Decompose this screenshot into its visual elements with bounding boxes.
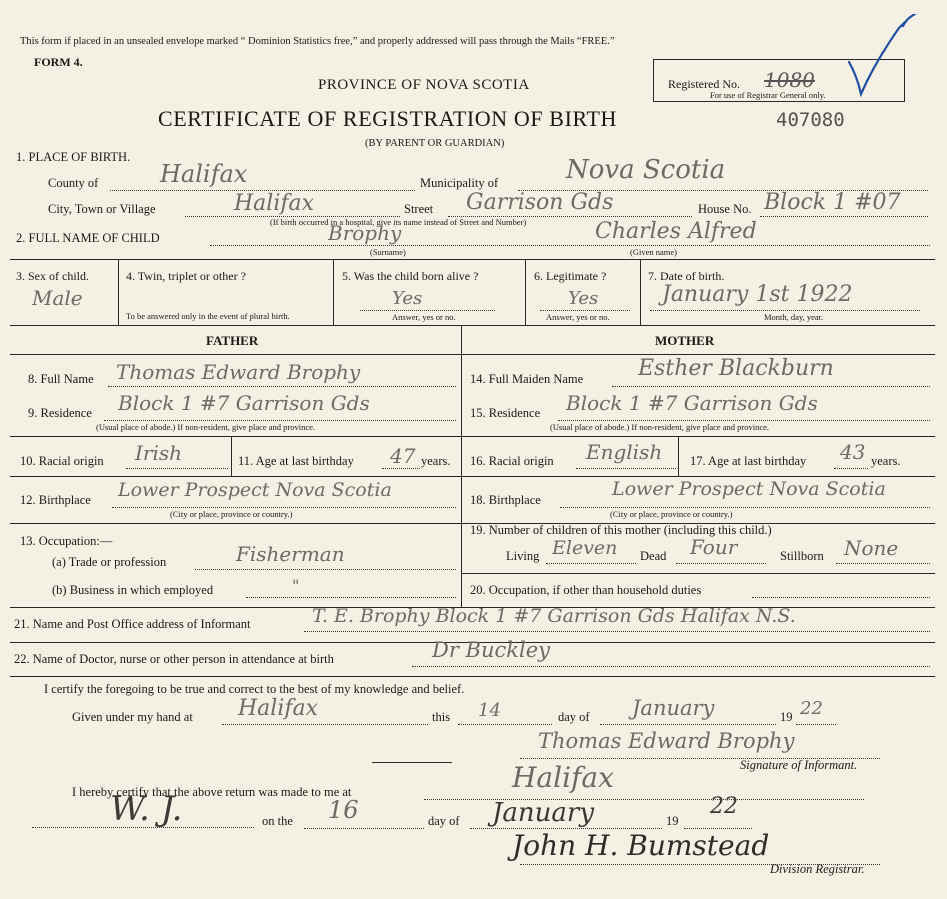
father-birthplace-label: 12. Birthplace bbox=[20, 493, 91, 507]
doctor-label: 22. Name of Doctor, nurse or other person in attendance at birth bbox=[14, 652, 334, 666]
born-alive-label: 5. Was the child born alive ? bbox=[342, 269, 479, 283]
living-line bbox=[546, 563, 636, 564]
informant-value: T. E. Brophy Block 1 #7 Garrison Gds Halifax N.S. bbox=[312, 605, 796, 627]
father-rule bbox=[10, 523, 461, 524]
registered-number-label: Registered No. bbox=[668, 77, 740, 91]
certify-this-label: this bbox=[432, 710, 451, 724]
mother-residence-label: 15. Residence bbox=[470, 406, 541, 420]
date-of-birth-label: 7. Date of birth. bbox=[648, 269, 725, 283]
father-residence-note: (Usual place of abode.) If non-resident, give place and province. bbox=[96, 422, 316, 432]
row3-divider bbox=[640, 259, 641, 325]
stillborn-line bbox=[836, 563, 930, 564]
county-label: County of bbox=[48, 176, 99, 190]
doctor-value: Dr Buckley bbox=[432, 638, 551, 662]
mother-racial-value: English bbox=[586, 440, 663, 464]
mother-years: years. bbox=[871, 454, 901, 468]
child-name-line bbox=[210, 245, 930, 246]
certify-year-prefix: 19 bbox=[780, 710, 793, 724]
mother-residence-line bbox=[558, 420, 930, 421]
mother-birthplace-note: (City or place, province or country.) bbox=[610, 509, 733, 519]
certify-month-value: January bbox=[632, 696, 715, 720]
father-residence-line bbox=[104, 420, 456, 421]
mother-occupation-line bbox=[752, 597, 930, 598]
dead-value: Four bbox=[690, 535, 738, 559]
sex-value: Male bbox=[32, 286, 83, 310]
separator-rule bbox=[372, 762, 452, 763]
born-alive-value: Yes bbox=[392, 288, 423, 309]
street-label: Street bbox=[404, 202, 434, 216]
father-birthplace-line bbox=[112, 507, 456, 508]
twin-note: To be answered only in the event of plural birth. bbox=[126, 311, 290, 321]
certify-year-line bbox=[796, 724, 836, 725]
informant-line bbox=[304, 631, 930, 632]
dead-label: Dead bbox=[640, 549, 667, 563]
row3-divider bbox=[525, 259, 526, 325]
certify-year-value: 22 bbox=[800, 698, 823, 719]
registrar-place-line bbox=[424, 799, 864, 800]
doctor-line bbox=[412, 666, 930, 667]
mother-birthplace-line bbox=[560, 507, 930, 508]
children-count-label: 19. Number of children of this mother (including this child.) bbox=[470, 523, 772, 537]
given-name-caption: (Given name) bbox=[630, 247, 677, 257]
hospital-note: (If birth occurred in a hospital, give its name instead of Street and Number) bbox=[270, 217, 527, 227]
dead-line bbox=[676, 563, 766, 564]
mother-racial-line bbox=[576, 468, 676, 469]
doctor-rule bbox=[10, 676, 935, 677]
registrar-year-value: 22 bbox=[710, 794, 738, 819]
mother-residence-value: Block 1 #7 Garrison Gds bbox=[566, 391, 818, 415]
stillborn-value: None bbox=[844, 536, 899, 560]
father-years: years. bbox=[421, 454, 451, 468]
mother-name-label: 14. Full Maiden Name bbox=[470, 372, 584, 386]
parents-header-rule bbox=[10, 354, 935, 355]
child-given-name: Charles Alfred bbox=[595, 219, 757, 244]
registrar-initials: W. J. bbox=[110, 789, 183, 829]
certificate-number: 407080 bbox=[776, 109, 845, 131]
living-value: Eleven bbox=[552, 537, 618, 559]
born-alive-note: Answer, yes or no. bbox=[392, 312, 456, 322]
row3-bottom-rule bbox=[10, 325, 935, 326]
father-racial-label: 10. Racial origin bbox=[20, 454, 104, 468]
province-heading: PROVINCE OF NOVA SCOTIA bbox=[318, 77, 530, 93]
father-age-value: 47 bbox=[390, 444, 416, 468]
father-racial-value: Irish bbox=[135, 441, 183, 465]
registrar-signature: John H. Bumstead bbox=[512, 829, 770, 862]
row3-divider bbox=[118, 259, 119, 325]
mother-age-divider bbox=[678, 436, 679, 476]
father-racial-line bbox=[126, 468, 228, 469]
place-of-birth-heading: 1. PLACE OF BIRTH. bbox=[16, 150, 131, 164]
mother-rule bbox=[461, 573, 935, 574]
mother-name-value: Esther Blackburn bbox=[638, 356, 834, 381]
certify-day-of-label: day of bbox=[558, 710, 590, 724]
date-of-birth-note: Month, day, year. bbox=[764, 312, 824, 322]
father-residence-label: 9. Residence bbox=[28, 406, 92, 420]
mother-age-value: 43 bbox=[840, 440, 866, 464]
registrar-general-note: For use of Registrar General only. bbox=[710, 90, 826, 100]
father-name-line bbox=[108, 386, 456, 387]
mother-birthplace-label: 18. Birthplace bbox=[470, 493, 541, 507]
father-age-divider bbox=[231, 436, 232, 476]
municipality-label: Municipality of bbox=[420, 176, 499, 190]
stillborn-label: Stillborn bbox=[780, 549, 824, 563]
father-rule bbox=[10, 436, 461, 437]
child-surname: Brophy bbox=[328, 221, 402, 245]
mother-residence-note: (Usual place of abode.) If non-resident, give place and province. bbox=[550, 422, 770, 432]
street-value: Garrison Gds bbox=[466, 190, 614, 215]
date-of-birth-value: January 1st 1922 bbox=[662, 282, 853, 307]
municipality-value: Nova Scotia bbox=[566, 155, 726, 185]
trade-value: Fisherman bbox=[236, 542, 345, 566]
registrar-caption: Division Registrar. bbox=[770, 862, 865, 876]
mother-age-line bbox=[834, 468, 868, 469]
informant-signature: Thomas Edward Brophy bbox=[538, 729, 795, 753]
business-label: (b) Business in which employed bbox=[52, 583, 214, 597]
trade-line bbox=[195, 569, 456, 570]
father-birthplace-value: Lower Prospect Nova Scotia bbox=[118, 479, 392, 501]
registrar-place-value: Halifax bbox=[512, 761, 614, 794]
row3-top-rule bbox=[10, 259, 935, 260]
father-birthplace-note: (City or place, province or country.) bbox=[170, 509, 293, 519]
father-age-line bbox=[382, 468, 420, 469]
date-of-birth-line bbox=[650, 310, 920, 311]
mother-racial-label: 16. Racial origin bbox=[470, 454, 554, 468]
legitimate-note: Answer, yes or no. bbox=[546, 312, 610, 322]
surname-caption: (Surname) bbox=[370, 247, 406, 257]
mother-occupation-label: 20. Occupation, if other than household duties bbox=[470, 583, 702, 597]
registrar-month-value: January bbox=[492, 798, 595, 828]
county-value: Halifax bbox=[160, 160, 248, 188]
father-residence-value: Block 1 #7 Garrison Gds bbox=[118, 391, 370, 415]
father-name-value: Thomas Edward Brophy bbox=[116, 360, 361, 384]
certify-day-value: 14 bbox=[478, 700, 501, 721]
mother-rule bbox=[461, 476, 935, 477]
twin-label: 4. Twin, triplet or other ? bbox=[126, 269, 246, 283]
father-occupation-label: 13. Occupation:— bbox=[20, 534, 113, 548]
registrar-day-line bbox=[304, 828, 424, 829]
house-number-value: Block 1 #07 bbox=[764, 190, 901, 215]
house-number-label: House No. bbox=[698, 202, 752, 216]
registered-number-value: 1080 bbox=[764, 68, 815, 92]
informant-signature-caption: Signature of Informant. bbox=[740, 758, 858, 772]
given-place-value: Halifax bbox=[238, 696, 319, 721]
father-heading: FATHER bbox=[206, 333, 259, 348]
certify-month-line bbox=[600, 724, 776, 725]
sex-label: 3. Sex of child. bbox=[16, 269, 89, 283]
registrar-day-of-label: day of bbox=[428, 814, 460, 828]
trade-label: (a) Trade or profession bbox=[52, 555, 167, 569]
checkmark-icon bbox=[845, 14, 917, 104]
father-name-label: 8. Full Name bbox=[28, 372, 94, 386]
city-value: Halifax bbox=[234, 191, 315, 216]
registrar-on-label: on the bbox=[262, 814, 293, 828]
mail-notice: This form if placed in an unsealed envelope marked “ Dominion Statistics free,” and properly addressed will pass through the Mails “FREE.” bbox=[20, 36, 615, 47]
mother-heading: MOTHER bbox=[655, 333, 715, 348]
certify-statement: I certify the foregoing to be true and correct to the best of my knowledge and belief. bbox=[44, 682, 465, 696]
born-alive-line bbox=[360, 310, 495, 311]
house-number-line bbox=[760, 216, 928, 217]
registrar-initials-line bbox=[32, 827, 254, 828]
mother-name-line bbox=[612, 386, 930, 387]
legitimate-label: 6. Legitimate ? bbox=[534, 269, 607, 283]
father-rule bbox=[10, 476, 461, 477]
business-line bbox=[246, 597, 456, 598]
father-age-label: 11. Age at last birthday bbox=[238, 454, 354, 468]
registrar-statement: I hereby certify that the above return was made to me at bbox=[72, 785, 352, 799]
legitimate-line bbox=[540, 310, 630, 311]
document-subtitle: (BY PARENT OR GUARDIAN) bbox=[365, 138, 505, 149]
city-label: City, Town or Village bbox=[48, 202, 156, 216]
given-under-label: Given under my hand at bbox=[72, 710, 193, 724]
legitimate-value: Yes bbox=[568, 288, 599, 309]
child-name-heading: 2. FULL NAME OF CHILD bbox=[16, 231, 160, 245]
living-label: Living bbox=[506, 549, 540, 563]
business-value: " bbox=[292, 576, 300, 595]
mother-age-label: 17. Age at last birthday bbox=[690, 454, 807, 468]
row3-divider bbox=[333, 259, 334, 325]
form-number: FORM 4. bbox=[34, 55, 83, 69]
document-title: CERTIFICATE OF REGISTRATION OF BIRTH bbox=[158, 106, 617, 131]
mother-birthplace-value: Lower Prospect Nova Scotia bbox=[612, 478, 886, 500]
certify-day-line bbox=[458, 724, 552, 725]
mother-rule bbox=[461, 436, 935, 437]
registrar-year-prefix: 19 bbox=[666, 814, 679, 828]
informant-label: 21. Name and Post Office address of Informant bbox=[14, 617, 251, 631]
given-place-line bbox=[222, 724, 428, 725]
registrar-day-value: 16 bbox=[328, 796, 359, 824]
parents-divider bbox=[461, 325, 462, 607]
